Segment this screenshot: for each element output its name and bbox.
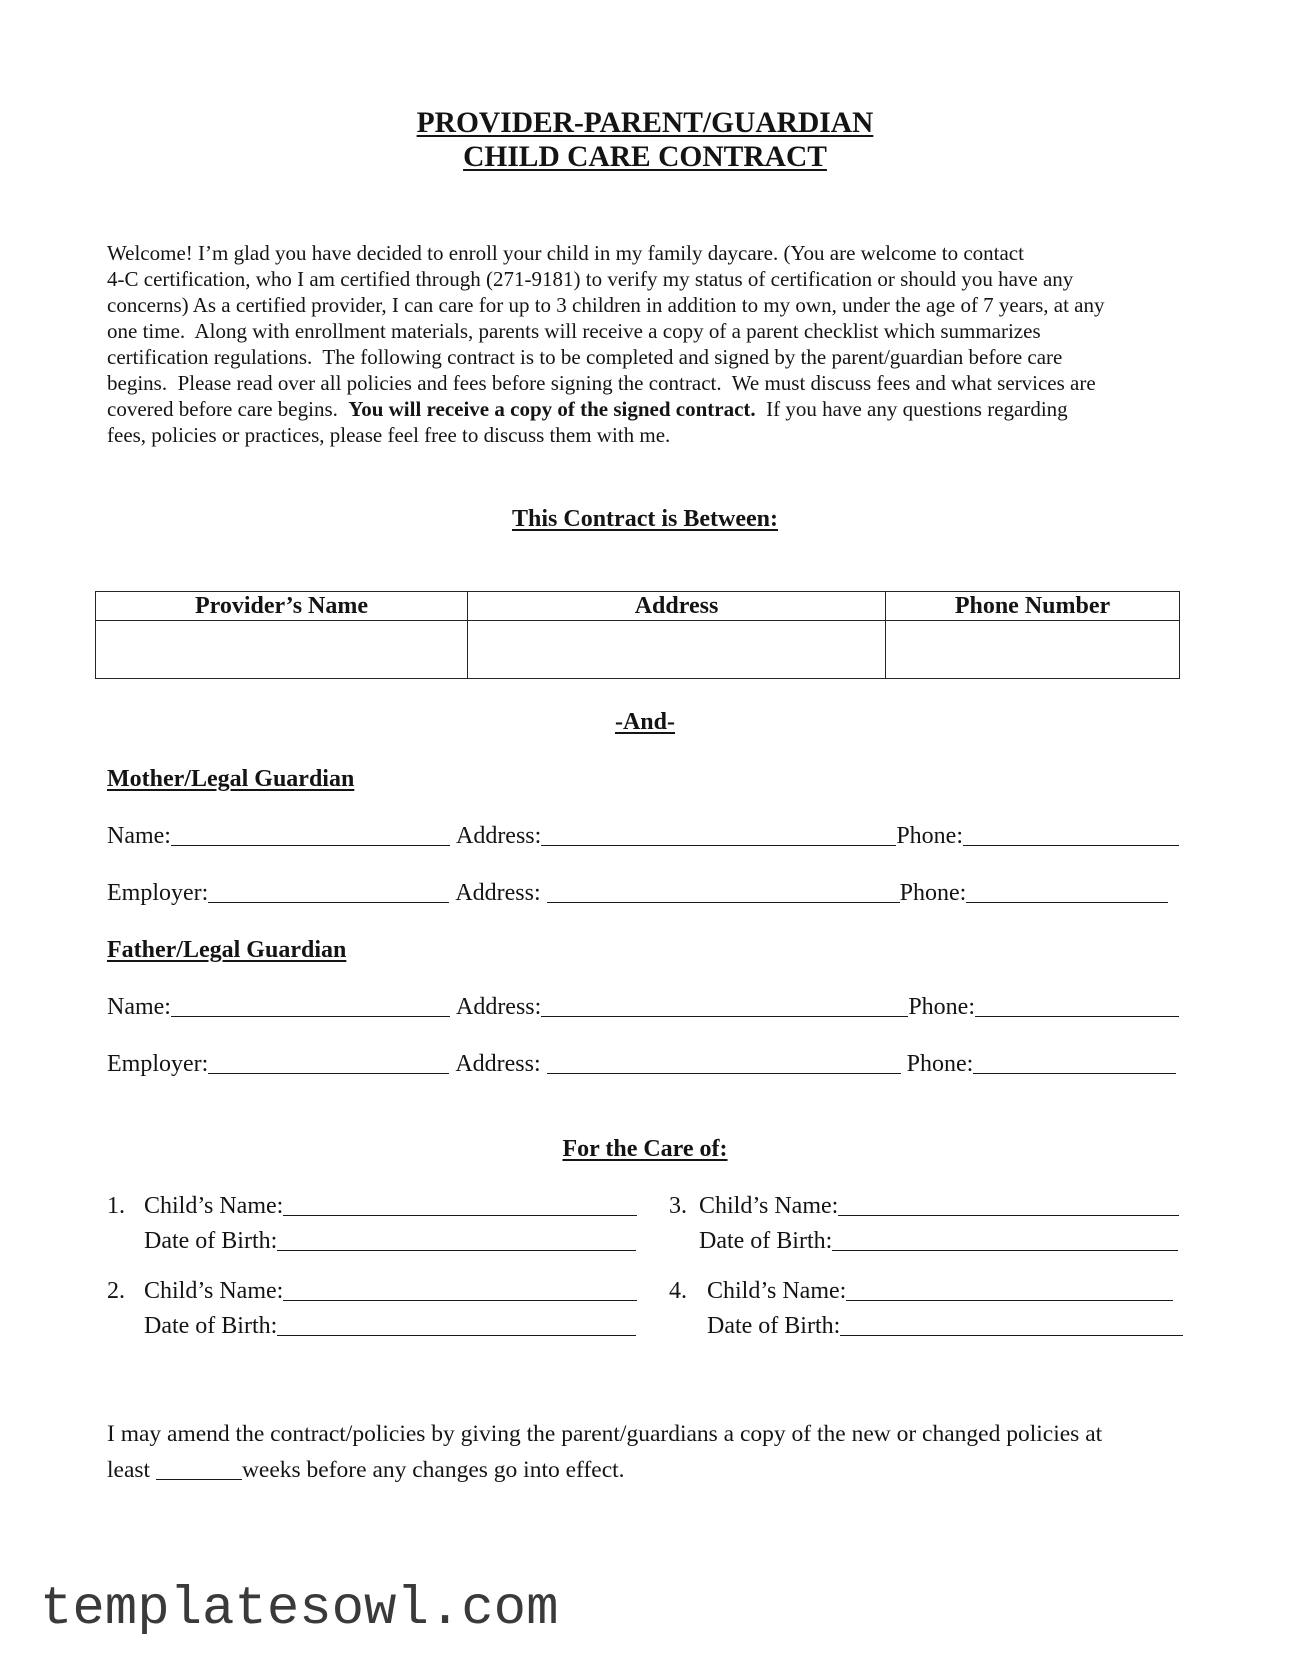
care-of-heading: For the Care of: xyxy=(562,1136,728,1162)
mother-heading-wrap xyxy=(107,765,354,793)
child-4-block xyxy=(669,1277,1183,1347)
mother-employer-phone-label: Phone: xyxy=(899,880,967,906)
and-heading: -And- xyxy=(614,709,675,735)
mother-address-label: Address: xyxy=(455,823,542,849)
child-2-fields xyxy=(144,1277,637,1347)
child-1-name-line xyxy=(144,1192,637,1227)
child-4-dob-label: Date of Birth: xyxy=(707,1313,841,1339)
child-3-dob-line xyxy=(699,1227,1179,1262)
mother-employer-row xyxy=(107,879,1168,914)
amendment-paragraph xyxy=(107,1420,1102,1492)
mother-phone-label: Phone: xyxy=(896,823,963,849)
between-heading-wrap xyxy=(0,505,1290,533)
mother-employer-label: Employer: xyxy=(107,880,209,906)
provider-name-header: Provider’s Name xyxy=(96,592,468,621)
mother-phone-field[interactable] xyxy=(963,844,1179,846)
child-4-dob-field[interactable] xyxy=(840,1334,1183,1336)
signed-copy-notice: You will receive a copy of the signed contract. xyxy=(348,397,756,421)
amend-line-1 xyxy=(107,1420,1102,1456)
intro-line-7-start: covered before care begins. xyxy=(107,397,349,421)
intro-line-2: 4-C certification, who I am certified through (271-9181) to verify my status of certification or should you have any xyxy=(107,267,1074,291)
child-3-name-field[interactable] xyxy=(838,1214,1179,1216)
child-2-name-field[interactable] xyxy=(283,1299,637,1301)
intro-line-7 xyxy=(107,396,1104,422)
amend-line-2-start: least xyxy=(107,1457,156,1483)
father-employer-address-field[interactable] xyxy=(547,1072,901,1074)
intro-paragraph xyxy=(107,240,1104,448)
father-heading-wrap xyxy=(107,936,346,964)
child-3-block xyxy=(669,1192,1179,1262)
father-employer-phone-field[interactable] xyxy=(973,1072,1176,1074)
mother-address-field[interactable] xyxy=(541,844,896,846)
child-1-dob-line xyxy=(144,1227,637,1262)
intro-line-5: certification regulations. The following contract is to be completed and signed by the parent/guardian before care xyxy=(107,345,1063,369)
intro-line-1: Welcome! I’m glad you have decided to enroll your child in my family daycare. (You are welcome to contact xyxy=(107,241,1024,265)
provider-table-row xyxy=(96,621,1180,679)
provider-phone-header: Phone Number xyxy=(886,592,1180,621)
father-employer-row xyxy=(107,1050,1176,1085)
child-2-dob-label: Date of Birth: xyxy=(144,1313,278,1339)
provider-name-cell[interactable] xyxy=(96,621,468,679)
father-name-field[interactable] xyxy=(171,1015,450,1017)
notice-weeks-field[interactable] xyxy=(156,1478,242,1480)
father-employer-address-label: Address: xyxy=(455,1051,547,1077)
father-phone-label: Phone: xyxy=(908,994,975,1020)
child-4-number: 4. xyxy=(669,1278,687,1304)
mother-employer-address-label: Address: xyxy=(455,880,547,906)
child-3-dob-field[interactable] xyxy=(832,1249,1178,1251)
child-1-block xyxy=(107,1192,637,1262)
intro-line-7-end: If you have any questions regarding xyxy=(755,397,1068,421)
child-3-number: 3. xyxy=(669,1193,687,1219)
father-name-row xyxy=(107,993,1179,1028)
mother-employer-field[interactable] xyxy=(208,901,449,903)
mother-name-field[interactable] xyxy=(171,844,450,846)
child-4-name-label: Child’s Name: xyxy=(707,1278,847,1304)
father-address-field[interactable] xyxy=(541,1015,908,1017)
provider-table xyxy=(95,591,1180,679)
provider-table-header-row xyxy=(96,592,1180,621)
child-4-fields xyxy=(707,1277,1183,1347)
father-heading: Father/Legal Guardian xyxy=(107,937,347,963)
child-1-name-label: Child’s Name: xyxy=(144,1193,284,1219)
father-employer-field[interactable] xyxy=(208,1072,449,1074)
child-3-name-line xyxy=(699,1192,1179,1227)
child-2-number: 2. xyxy=(107,1278,125,1304)
child-4-name-line xyxy=(707,1277,1183,1312)
mother-employer-phone-field[interactable] xyxy=(966,901,1168,903)
provider-address-cell[interactable] xyxy=(468,621,886,679)
mother-name-row xyxy=(107,822,1179,857)
child-1-number: 1. xyxy=(107,1193,125,1219)
child-3-fields xyxy=(699,1192,1179,1262)
child-2-name-line xyxy=(144,1277,637,1312)
mother-name-label: Name: xyxy=(107,823,171,849)
child-2-dob-field[interactable] xyxy=(277,1334,636,1336)
intro-line-4: one time. Along with enrollment materials, parents will receive a copy of a parent checklist which summarizes xyxy=(107,319,1041,343)
provider-phone-cell[interactable] xyxy=(886,621,1180,679)
child-1-dob-label: Date of Birth: xyxy=(144,1228,278,1254)
care-of-heading-wrap xyxy=(0,1135,1290,1163)
amend-line-1-text: I may amend the contract/policies by giving the parent/guardians a copy of the new or changed policies at xyxy=(107,1421,1103,1447)
and-heading-wrap xyxy=(0,708,1290,736)
child-3-dob-label: Date of Birth: xyxy=(699,1228,833,1254)
title-line-2: CHILD CARE CONTRACT xyxy=(463,141,827,173)
document-title xyxy=(0,106,1290,174)
father-phone-field[interactable] xyxy=(975,1015,1179,1017)
intro-line-8: fees, policies or practices, please feel free to discuss them with me. xyxy=(107,423,671,447)
child-2-dob-line xyxy=(144,1312,637,1347)
child-4-dob-line xyxy=(707,1312,1183,1347)
child-1-dob-field[interactable] xyxy=(277,1249,636,1251)
amend-line-2 xyxy=(107,1456,1102,1492)
mother-heading: Mother/Legal Guardian xyxy=(107,766,355,792)
mother-employer-address-field[interactable] xyxy=(547,901,900,903)
child-2-name-label: Child’s Name: xyxy=(144,1278,284,1304)
father-address-label: Address: xyxy=(455,994,542,1020)
title-line-1: PROVIDER-PARENT/GUARDIAN xyxy=(416,107,874,139)
child-4-name-field[interactable] xyxy=(846,1299,1173,1301)
child-1-name-field[interactable] xyxy=(283,1214,637,1216)
amend-line-2-end: weeks before any changes go into effect. xyxy=(241,1457,625,1483)
child-2-block xyxy=(107,1277,637,1347)
provider-address-header: Address xyxy=(468,592,886,621)
father-name-label: Name: xyxy=(107,994,171,1020)
watermark: templatesowl.com xyxy=(40,1579,559,1640)
intro-line-6: begins. Please read over all policies and fees before signing the contract. We must discuss fees and what services are xyxy=(107,371,1096,395)
child-1-fields xyxy=(144,1192,637,1262)
intro-line-3: concerns) As a certified provider, I can care for up to 3 children in addition to my own, under the age of 7 years, at any xyxy=(107,293,1105,317)
father-employer-label: Employer: xyxy=(107,1051,209,1077)
father-employer-phone-label: Phone: xyxy=(906,1051,974,1077)
between-heading: This Contract is Between: xyxy=(512,506,778,532)
child-3-name-label: Child’s Name: xyxy=(699,1193,839,1219)
